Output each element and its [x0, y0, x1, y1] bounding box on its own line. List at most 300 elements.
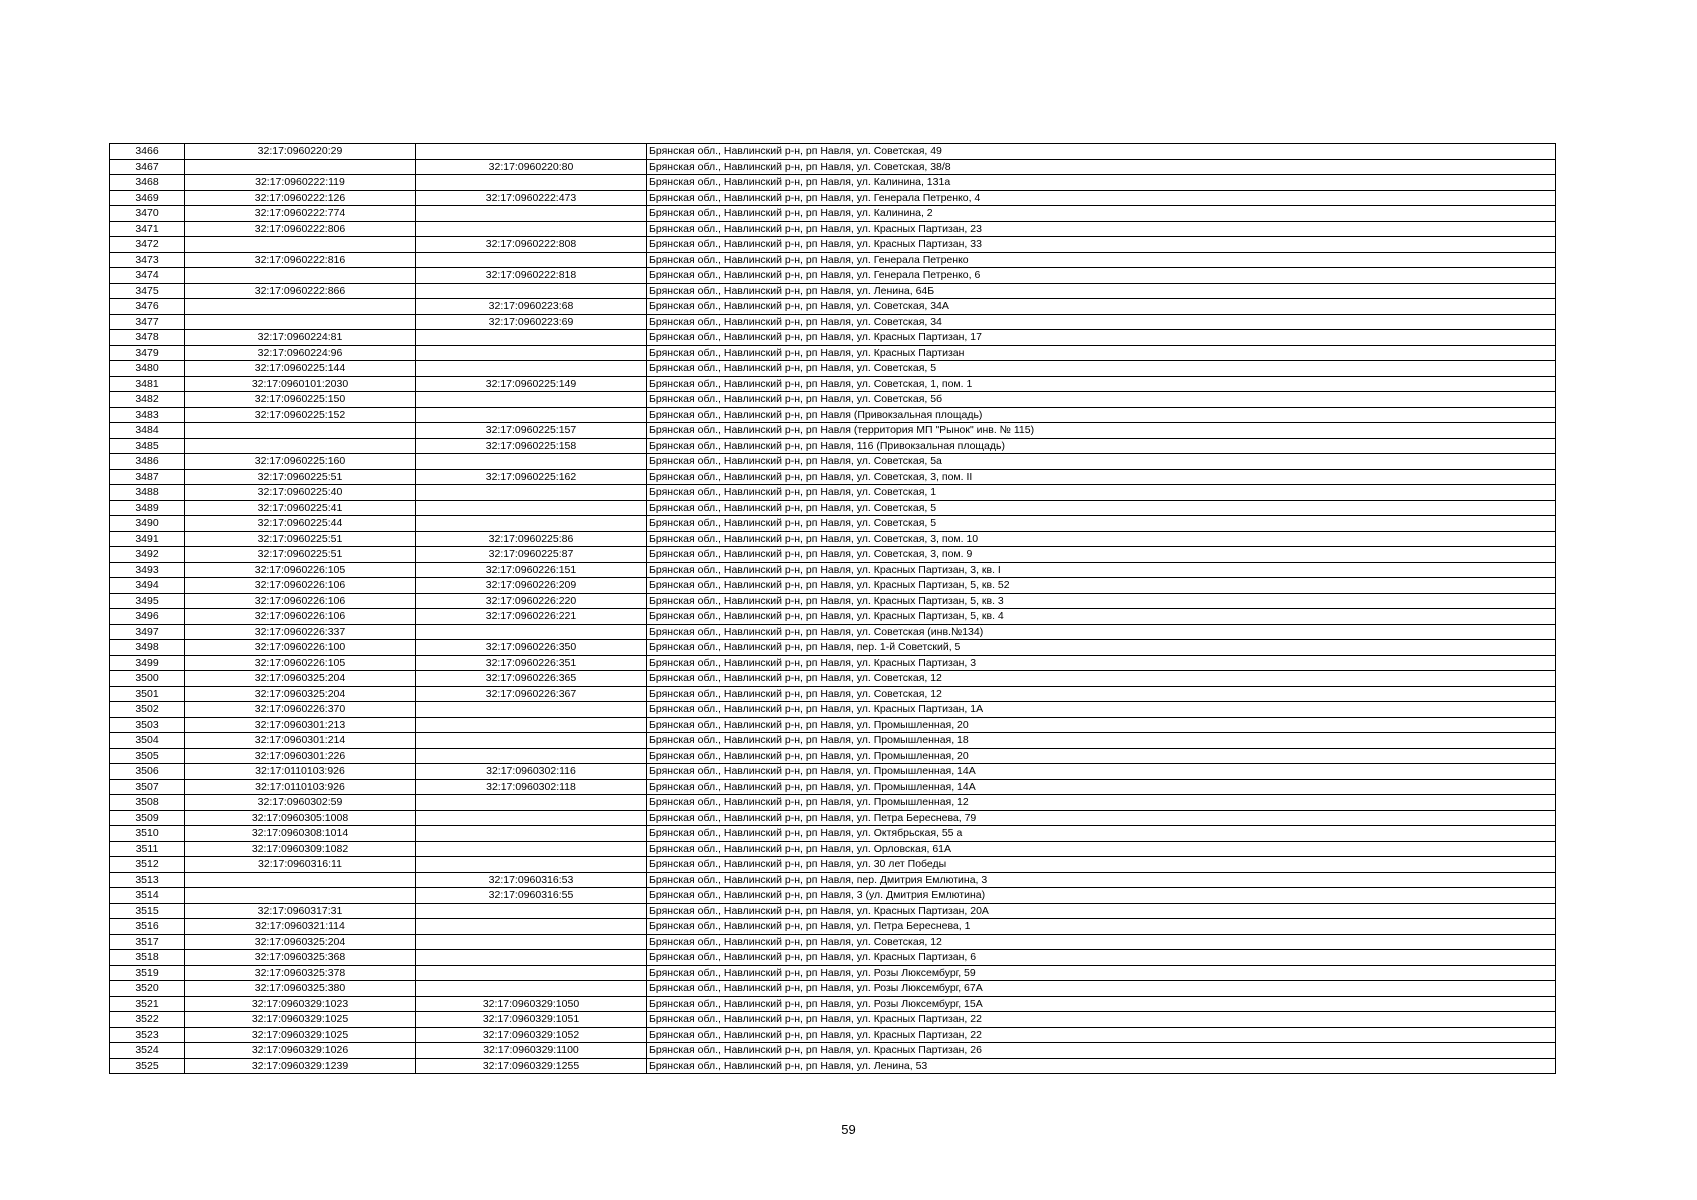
address-cell: Брянская обл., Навлинский р-н, рп Навля, ул. Розы Люксембург, 15А	[647, 996, 1556, 1012]
address-cell: Брянская обл., Навлинский р-н, рп Навля, ул. Советская, 38/8	[647, 159, 1556, 175]
table-row	[110, 252, 1556, 268]
related-cadastral-number-cell: 32:17:0960329:1255	[416, 1058, 647, 1074]
cadastral-number-cell: 32:17:0960222:126	[185, 190, 416, 206]
related-cadastral-number-cell	[416, 516, 647, 532]
table-row	[110, 888, 1556, 904]
table-row	[110, 1058, 1556, 1074]
cadastral-number-cell: 32:17:0960325:204	[185, 934, 416, 950]
address-cell: Брянская обл., Навлинский р-н, рп Навля, ул. Красных Партизан, 23	[647, 221, 1556, 237]
table-row	[110, 438, 1556, 454]
row-number-cell: 3468	[110, 175, 185, 191]
table-row	[110, 547, 1556, 563]
cadastral-number-cell: 32:17:0110103:926	[185, 764, 416, 780]
row-number-cell: 3472	[110, 237, 185, 253]
cadastral-number-cell: 32:17:0960224:96	[185, 345, 416, 361]
address-cell: Брянская обл., Навлинский р-н, рп Навля, ул. Генерала Петренко, 6	[647, 268, 1556, 284]
address-cell: Брянская обл., Навлинский р-н, рп Навля, ул. Красных Партизан	[647, 345, 1556, 361]
table-row	[110, 795, 1556, 811]
table-row	[110, 1012, 1556, 1028]
cadastral-number-cell: 32:17:0960225:40	[185, 485, 416, 501]
address-cell: Брянская обл., Навлинский р-н, рп Навля, ул. Красных Партизан, 5, кв. 4	[647, 609, 1556, 625]
cadastral-number-cell: 32:17:0110103:926	[185, 779, 416, 795]
address-cell: Брянская обл., Навлинский р-н, рп Навля, ул. Красных Партизан, 3	[647, 655, 1556, 671]
related-cadastral-number-cell	[416, 345, 647, 361]
cadastral-number-cell: 32:17:0960321:114	[185, 919, 416, 935]
address-cell: Брянская обл., Навлинский р-н, рп Навля, ул. Красных Партизан, 3, кв. I	[647, 562, 1556, 578]
row-number-cell: 3484	[110, 423, 185, 439]
table-row	[110, 841, 1556, 857]
table-row	[110, 144, 1556, 160]
address-cell: Брянская обл., Навлинский р-н, рп Навля, ул. Красных Партизан, 6	[647, 950, 1556, 966]
address-cell: Брянская обл., Навлинский р-н, рп Навля, ул. Красных Партизан, 5, кв. 52	[647, 578, 1556, 594]
cadastral-number-cell: 32:17:0960329:1026	[185, 1043, 416, 1059]
related-cadastral-number-cell: 32:17:0960302:116	[416, 764, 647, 780]
table-row	[110, 578, 1556, 594]
table-row	[110, 562, 1556, 578]
row-number-cell: 3466	[110, 144, 185, 160]
address-cell: Брянская обл., Навлинский р-н, рп Навля, ул. Советская, 1, пом. 1	[647, 376, 1556, 392]
table-row	[110, 485, 1556, 501]
related-cadastral-number-cell	[416, 454, 647, 470]
table-row	[110, 686, 1556, 702]
table-row	[110, 190, 1556, 206]
cadastral-number-cell: 32:17:0960225:51	[185, 469, 416, 485]
related-cadastral-number-cell: 32:17:0960226:351	[416, 655, 647, 671]
related-cadastral-number-cell	[416, 144, 647, 160]
table-row	[110, 996, 1556, 1012]
related-cadastral-number-cell	[416, 981, 647, 997]
row-number-cell: 3501	[110, 686, 185, 702]
row-number-cell: 3483	[110, 407, 185, 423]
address-cell: Брянская обл., Навлинский р-н, рп Навля, ул. Советская, 3, пом. 10	[647, 531, 1556, 547]
address-cell: Брянская обл., Навлинский р-н, рп Навля, ул. Калинина, 131а	[647, 175, 1556, 191]
row-number-cell: 3478	[110, 330, 185, 346]
cadastral-number-cell: 32:17:0960329:1025	[185, 1012, 416, 1028]
table-row	[110, 1043, 1556, 1059]
table-row	[110, 624, 1556, 640]
related-cadastral-number-cell	[416, 717, 647, 733]
table-row	[110, 717, 1556, 733]
related-cadastral-number-cell: 32:17:0960316:55	[416, 888, 647, 904]
cadastral-number-cell: 32:17:0960226:105	[185, 655, 416, 671]
address-cell: Брянская обл., Навлинский р-н, рп Навля, ул. Советская, 49	[647, 144, 1556, 160]
address-cell: Брянская обл., Навлинский р-н, рп Навля, ул. Петра Береснева, 1	[647, 919, 1556, 935]
related-cadastral-number-cell	[416, 826, 647, 842]
cadastral-number-cell	[185, 438, 416, 454]
cadastral-number-cell: 32:17:0960301:214	[185, 733, 416, 749]
row-number-cell: 3518	[110, 950, 185, 966]
cadastral-number-cell: 32:17:0960225:144	[185, 361, 416, 377]
related-cadastral-number-cell: 32:17:0960222:818	[416, 268, 647, 284]
table-row	[110, 500, 1556, 516]
cadastral-number-cell: 32:17:0960305:1008	[185, 810, 416, 826]
row-number-cell: 3480	[110, 361, 185, 377]
related-cadastral-number-cell: 32:17:0960302:118	[416, 779, 647, 795]
row-number-cell: 3508	[110, 795, 185, 811]
address-cell: Брянская обл., Навлинский р-н, рп Навля, ул. Красных Партизан, 5, кв. 3	[647, 593, 1556, 609]
page-number: 59	[841, 1122, 856, 1137]
address-cell: Брянская обл., Навлинский р-н, рп Навля, ул. Красных Партизан, 22	[647, 1027, 1556, 1043]
address-cell: Брянская обл., Навлинский р-н, рп Навля, 3 (ул. Дмитрия Емлютина)	[647, 888, 1556, 904]
table-row	[110, 671, 1556, 687]
address-cell: Брянская обл., Навлинский р-н, рп Навля, 116 (Привокзальная площадь)	[647, 438, 1556, 454]
address-cell: Брянская обл., Навлинский р-н, рп Навля, ул. Советская, 34	[647, 314, 1556, 330]
table-row	[110, 593, 1556, 609]
table-row	[110, 175, 1556, 191]
table-row	[110, 531, 1556, 547]
row-number-cell: 3481	[110, 376, 185, 392]
cadastral-number-cell: 32:17:0960226:337	[185, 624, 416, 640]
table-row	[110, 268, 1556, 284]
address-cell: Брянская обл., Навлинский р-н, рп Навля, ул. Генерала Петренко, 4	[647, 190, 1556, 206]
cadastral-number-cell: 32:17:0960329:1025	[185, 1027, 416, 1043]
row-number-cell: 3502	[110, 702, 185, 718]
table-row	[110, 764, 1556, 780]
cadastral-number-cell: 32:17:0960226:370	[185, 702, 416, 718]
row-number-cell: 3525	[110, 1058, 185, 1074]
table-row	[110, 159, 1556, 175]
address-cell: Брянская обл., Навлинский р-н, рп Навля, ул. Красных Партизан, 22	[647, 1012, 1556, 1028]
table-row	[110, 748, 1556, 764]
row-number-cell: 3498	[110, 640, 185, 656]
row-number-cell: 3485	[110, 438, 185, 454]
related-cadastral-number-cell: 32:17:0960316:53	[416, 872, 647, 888]
row-number-cell: 3505	[110, 748, 185, 764]
table-row	[110, 609, 1556, 625]
related-cadastral-number-cell	[416, 330, 647, 346]
related-cadastral-number-cell: 32:17:0960225:162	[416, 469, 647, 485]
related-cadastral-number-cell	[416, 500, 647, 516]
cadastral-number-cell: 32:17:0960101:2030	[185, 376, 416, 392]
cadastral-number-cell	[185, 159, 416, 175]
table-row	[110, 345, 1556, 361]
cadastral-number-cell: 32:17:0960225:152	[185, 407, 416, 423]
cadastral-number-cell	[185, 314, 416, 330]
address-cell: Брянская обл., Навлинский р-н, рп Навля, ул. Генерала Петренко	[647, 252, 1556, 268]
row-number-cell: 3524	[110, 1043, 185, 1059]
registry-table-body	[110, 144, 1556, 1074]
row-number-cell: 3479	[110, 345, 185, 361]
related-cadastral-number-cell	[416, 252, 647, 268]
row-number-cell: 3492	[110, 547, 185, 563]
row-number-cell: 3493	[110, 562, 185, 578]
related-cadastral-number-cell: 32:17:0960222:473	[416, 190, 647, 206]
row-number-cell: 3496	[110, 609, 185, 625]
cadastral-number-cell: 32:17:0960220:29	[185, 144, 416, 160]
row-number-cell: 3474	[110, 268, 185, 284]
address-cell: Брянская обл., Навлинский р-н, рп Навля, ул. Советская, 5б	[647, 392, 1556, 408]
related-cadastral-number-cell: 32:17:0960226:221	[416, 609, 647, 625]
table-row	[110, 283, 1556, 299]
row-number-cell: 3517	[110, 934, 185, 950]
table-row	[110, 392, 1556, 408]
table-row	[110, 640, 1556, 656]
cadastral-number-cell: 32:17:0960325:380	[185, 981, 416, 997]
related-cadastral-number-cell: 32:17:0960222:808	[416, 237, 647, 253]
address-cell: Брянская обл., Навлинский р-н, рп Навля, ул. Промышленная, 20	[647, 717, 1556, 733]
address-cell: Брянская обл., Навлинский р-н, рп Навля, ул. Советская, 12	[647, 671, 1556, 687]
table-row	[110, 965, 1556, 981]
row-number-cell: 3486	[110, 454, 185, 470]
cadastral-number-cell: 32:17:0960225:160	[185, 454, 416, 470]
row-number-cell: 3476	[110, 299, 185, 315]
related-cadastral-number-cell	[416, 175, 647, 191]
row-number-cell: 3490	[110, 516, 185, 532]
related-cadastral-number-cell: 32:17:0960329:1051	[416, 1012, 647, 1028]
table-row	[110, 330, 1556, 346]
cadastral-number-cell: 32:17:0960301:226	[185, 748, 416, 764]
address-cell: Брянская обл., Навлинский р-н, рп Навля, ул. Советская, 5	[647, 361, 1556, 377]
related-cadastral-number-cell	[416, 221, 647, 237]
cadastral-number-cell	[185, 423, 416, 439]
related-cadastral-number-cell	[416, 392, 647, 408]
cadastral-number-cell: 32:17:0960226:106	[185, 593, 416, 609]
address-cell: Брянская обл., Навлинский р-н, рп Навля, ул. Советская, 34А	[647, 299, 1556, 315]
table-row	[110, 407, 1556, 423]
cadastral-number-cell: 32:17:0960301:213	[185, 717, 416, 733]
row-number-cell: 3470	[110, 206, 185, 222]
row-number-cell: 3467	[110, 159, 185, 175]
address-cell: Брянская обл., Навлинский р-н, рп Навля, ул. Советская, 3, пом. II	[647, 469, 1556, 485]
cadastral-number-cell: 32:17:0960325:368	[185, 950, 416, 966]
table-row	[110, 206, 1556, 222]
address-cell: Брянская обл., Навлинский р-н, рп Навля, ул. Советская, 3, пом. 9	[647, 547, 1556, 563]
row-number-cell: 3469	[110, 190, 185, 206]
related-cadastral-number-cell	[416, 748, 647, 764]
address-cell: Брянская обл., Навлинский р-н, рп Навля, ул. Советская, 5а	[647, 454, 1556, 470]
row-number-cell: 3494	[110, 578, 185, 594]
related-cadastral-number-cell: 32:17:0960329:1050	[416, 996, 647, 1012]
cadastral-number-cell: 32:17:0960317:31	[185, 903, 416, 919]
address-cell: Брянская обл., Навлинский р-н, рп Навля, ул. Советская, 12	[647, 934, 1556, 950]
address-cell: Брянская обл., Навлинский р-н, рп Навля, пер. Дмитрия Емлютина, 3	[647, 872, 1556, 888]
table-row	[110, 702, 1556, 718]
cadastral-number-cell: 32:17:0960225:44	[185, 516, 416, 532]
address-cell: Брянская обл., Навлинский р-н, рп Навля, ул. Промышленная, 20	[647, 748, 1556, 764]
cadastral-number-cell: 32:17:0960222:816	[185, 252, 416, 268]
row-number-cell: 3487	[110, 469, 185, 485]
row-number-cell: 3503	[110, 717, 185, 733]
registry-table	[109, 143, 1556, 1074]
table-row	[110, 919, 1556, 935]
address-cell: Брянская обл., Навлинский р-н, рп Навля (территория МП "Рынок" инв. № 115)	[647, 423, 1556, 439]
related-cadastral-number-cell	[416, 485, 647, 501]
address-cell: Брянская обл., Навлинский р-н, рп Навля, ул. Советская (инв.№134)	[647, 624, 1556, 640]
related-cadastral-number-cell: 32:17:0960329:1052	[416, 1027, 647, 1043]
table-row	[110, 903, 1556, 919]
row-number-cell: 3515	[110, 903, 185, 919]
related-cadastral-number-cell: 32:17:0960225:158	[416, 438, 647, 454]
cadastral-number-cell: 32:17:0960309:1082	[185, 841, 416, 857]
related-cadastral-number-cell: 32:17:0960226:209	[416, 578, 647, 594]
address-cell: Брянская обл., Навлинский р-н, рп Навля, ул. Красных Партизан, 17	[647, 330, 1556, 346]
related-cadastral-number-cell	[416, 903, 647, 919]
row-number-cell: 3520	[110, 981, 185, 997]
related-cadastral-number-cell: 32:17:0960225:157	[416, 423, 647, 439]
table-row	[110, 516, 1556, 532]
row-number-cell: 3506	[110, 764, 185, 780]
cadastral-number-cell: 32:17:0960226:105	[185, 562, 416, 578]
row-number-cell: 3521	[110, 996, 185, 1012]
address-cell: Брянская обл., Навлинский р-н, рп Навля, ул. Петра Береснева, 79	[647, 810, 1556, 826]
related-cadastral-number-cell: 32:17:0960223:69	[416, 314, 647, 330]
cadastral-number-cell: 32:17:0960222:774	[185, 206, 416, 222]
address-cell: Брянская обл., Навлинский р-н, рп Навля (Привокзальная площадь)	[647, 407, 1556, 423]
table-row	[110, 857, 1556, 873]
table-row	[110, 872, 1556, 888]
related-cadastral-number-cell: 32:17:0960329:1100	[416, 1043, 647, 1059]
row-number-cell: 3513	[110, 872, 185, 888]
cadastral-number-cell: 32:17:0960225:51	[185, 547, 416, 563]
table-row	[110, 934, 1556, 950]
cadastral-number-cell: 32:17:0960226:106	[185, 609, 416, 625]
address-cell: Брянская обл., Навлинский р-н, рп Навля, ул. Красных Партизан, 33	[647, 237, 1556, 253]
cadastral-number-cell: 32:17:0960308:1014	[185, 826, 416, 842]
address-cell: Брянская обл., Навлинский р-н, рп Навля, ул. Промышленная, 12	[647, 795, 1556, 811]
cadastral-number-cell	[185, 888, 416, 904]
cadastral-number-cell: 32:17:0960225:41	[185, 500, 416, 516]
related-cadastral-number-cell: 32:17:0960225:149	[416, 376, 647, 392]
address-cell: Брянская обл., Навлинский р-н, рп Навля, ул. Промышленная, 14А	[647, 779, 1556, 795]
related-cadastral-number-cell: 32:17:0960225:87	[416, 547, 647, 563]
row-number-cell: 3495	[110, 593, 185, 609]
cadastral-number-cell: 32:17:0960222:866	[185, 283, 416, 299]
table-row	[110, 423, 1556, 439]
row-number-cell: 3473	[110, 252, 185, 268]
related-cadastral-number-cell: 32:17:0960220:80	[416, 159, 647, 175]
cadastral-number-cell: 32:17:0960226:100	[185, 640, 416, 656]
address-cell: Брянская обл., Навлинский р-н, рп Навля, ул. Красных Партизан, 26	[647, 1043, 1556, 1059]
row-number-cell: 3488	[110, 485, 185, 501]
related-cadastral-number-cell	[416, 965, 647, 981]
row-number-cell: 3512	[110, 857, 185, 873]
address-cell: Брянская обл., Навлинский р-н, рп Навля, ул. Советская, 5	[647, 516, 1556, 532]
cadastral-number-cell	[185, 299, 416, 315]
table-row	[110, 237, 1556, 253]
row-number-cell: 3489	[110, 500, 185, 516]
related-cadastral-number-cell: 32:17:0960226:220	[416, 593, 647, 609]
address-cell: Брянская обл., Навлинский р-н, рп Навля, ул. Промышленная, 14А	[647, 764, 1556, 780]
cadastral-number-cell: 32:17:0960224:81	[185, 330, 416, 346]
address-cell: Брянская обл., Навлинский р-н, рп Навля, ул. Розы Люксембург, 67А	[647, 981, 1556, 997]
row-number-cell: 3499	[110, 655, 185, 671]
cadastral-number-cell: 32:17:0960329:1239	[185, 1058, 416, 1074]
row-number-cell: 3504	[110, 733, 185, 749]
cadastral-number-cell	[185, 237, 416, 253]
related-cadastral-number-cell	[416, 810, 647, 826]
cadastral-number-cell: 32:17:0960222:806	[185, 221, 416, 237]
table-row	[110, 221, 1556, 237]
table-row	[110, 454, 1556, 470]
related-cadastral-number-cell	[416, 733, 647, 749]
cadastral-number-cell: 32:17:0960226:106	[185, 578, 416, 594]
address-cell: Брянская обл., Навлинский р-н, рп Навля, пер. 1-й Советский, 5	[647, 640, 1556, 656]
row-number-cell: 3471	[110, 221, 185, 237]
address-cell: Брянская обл., Навлинский р-н, рп Навля, ул. Красных Партизан, 20А	[647, 903, 1556, 919]
row-number-cell: 3522	[110, 1012, 185, 1028]
related-cadastral-number-cell	[416, 857, 647, 873]
address-cell: Брянская обл., Навлинский р-н, рп Навля, ул. Советская, 5	[647, 500, 1556, 516]
cadastral-number-cell: 32:17:0960325:204	[185, 671, 416, 687]
related-cadastral-number-cell	[416, 841, 647, 857]
address-cell: Брянская обл., Навлинский р-н, рп Навля, ул. Калинина, 2	[647, 206, 1556, 222]
table-row	[110, 376, 1556, 392]
address-cell: Брянская обл., Навлинский р-н, рп Навля, ул. Октябрьская, 55 а	[647, 826, 1556, 842]
related-cadastral-number-cell: 32:17:0960226:350	[416, 640, 647, 656]
table-row	[110, 810, 1556, 826]
related-cadastral-number-cell	[416, 934, 647, 950]
row-number-cell: 3510	[110, 826, 185, 842]
row-number-cell: 3475	[110, 283, 185, 299]
address-cell: Брянская обл., Навлинский р-н, рп Навля, ул. Советская, 1	[647, 485, 1556, 501]
cadastral-number-cell: 32:17:0960325:378	[185, 965, 416, 981]
related-cadastral-number-cell	[416, 283, 647, 299]
address-cell: Брянская обл., Навлинский р-н, рп Навля, ул. 30 лет Победы	[647, 857, 1556, 873]
table-row	[110, 826, 1556, 842]
row-number-cell: 3491	[110, 531, 185, 547]
cadastral-number-cell: 32:17:0960325:204	[185, 686, 416, 702]
related-cadastral-number-cell: 32:17:0960225:86	[416, 531, 647, 547]
row-number-cell: 3482	[110, 392, 185, 408]
table-row	[110, 655, 1556, 671]
cadastral-number-cell: 32:17:0960222:119	[185, 175, 416, 191]
cadastral-number-cell	[185, 872, 416, 888]
address-cell: Брянская обл., Навлинский р-н, рп Навля, ул. Розы Люксембург, 59	[647, 965, 1556, 981]
table-row	[110, 1027, 1556, 1043]
cadastral-number-cell: 32:17:0960302:59	[185, 795, 416, 811]
row-number-cell: 3507	[110, 779, 185, 795]
table-row	[110, 981, 1556, 997]
related-cadastral-number-cell: 32:17:0960226:151	[416, 562, 647, 578]
cadastral-number-cell: 32:17:0960225:51	[185, 531, 416, 547]
row-number-cell: 3523	[110, 1027, 185, 1043]
table-row	[110, 361, 1556, 377]
address-cell: Брянская обл., Навлинский р-н, рп Навля, ул. Советская, 12	[647, 686, 1556, 702]
related-cadastral-number-cell	[416, 919, 647, 935]
row-number-cell: 3497	[110, 624, 185, 640]
related-cadastral-number-cell	[416, 702, 647, 718]
cadastral-number-cell	[185, 268, 416, 284]
table-row	[110, 469, 1556, 485]
address-cell: Брянская обл., Навлинский р-н, рп Навля, ул. Ленина, 64Б	[647, 283, 1556, 299]
address-cell: Брянская обл., Навлинский р-н, рп Навля, ул. Промышленная, 18	[647, 733, 1556, 749]
related-cadastral-number-cell	[416, 206, 647, 222]
row-number-cell: 3514	[110, 888, 185, 904]
row-number-cell: 3519	[110, 965, 185, 981]
cadastral-number-cell: 32:17:0960225:150	[185, 392, 416, 408]
row-number-cell: 3500	[110, 671, 185, 687]
cadastral-number-cell: 32:17:0960329:1023	[185, 996, 416, 1012]
row-number-cell: 3509	[110, 810, 185, 826]
table-row	[110, 950, 1556, 966]
row-number-cell: 3477	[110, 314, 185, 330]
related-cadastral-number-cell	[416, 407, 647, 423]
related-cadastral-number-cell	[416, 624, 647, 640]
cadastral-number-cell: 32:17:0960316:11	[185, 857, 416, 873]
related-cadastral-number-cell: 32:17:0960226:365	[416, 671, 647, 687]
related-cadastral-number-cell: 32:17:0960223:68	[416, 299, 647, 315]
address-cell: Брянская обл., Навлинский р-н, рп Навля, ул. Орловская, 61А	[647, 841, 1556, 857]
table-row	[110, 299, 1556, 315]
address-cell: Брянская обл., Навлинский р-н, рп Навля, ул. Ленина, 53	[647, 1058, 1556, 1074]
related-cadastral-number-cell: 32:17:0960226:367	[416, 686, 647, 702]
related-cadastral-number-cell	[416, 361, 647, 377]
related-cadastral-number-cell	[416, 795, 647, 811]
address-cell: Брянская обл., Навлинский р-н, рп Навля, ул. Красных Партизан, 1А	[647, 702, 1556, 718]
row-number-cell: 3511	[110, 841, 185, 857]
related-cadastral-number-cell	[416, 950, 647, 966]
table-row	[110, 733, 1556, 749]
